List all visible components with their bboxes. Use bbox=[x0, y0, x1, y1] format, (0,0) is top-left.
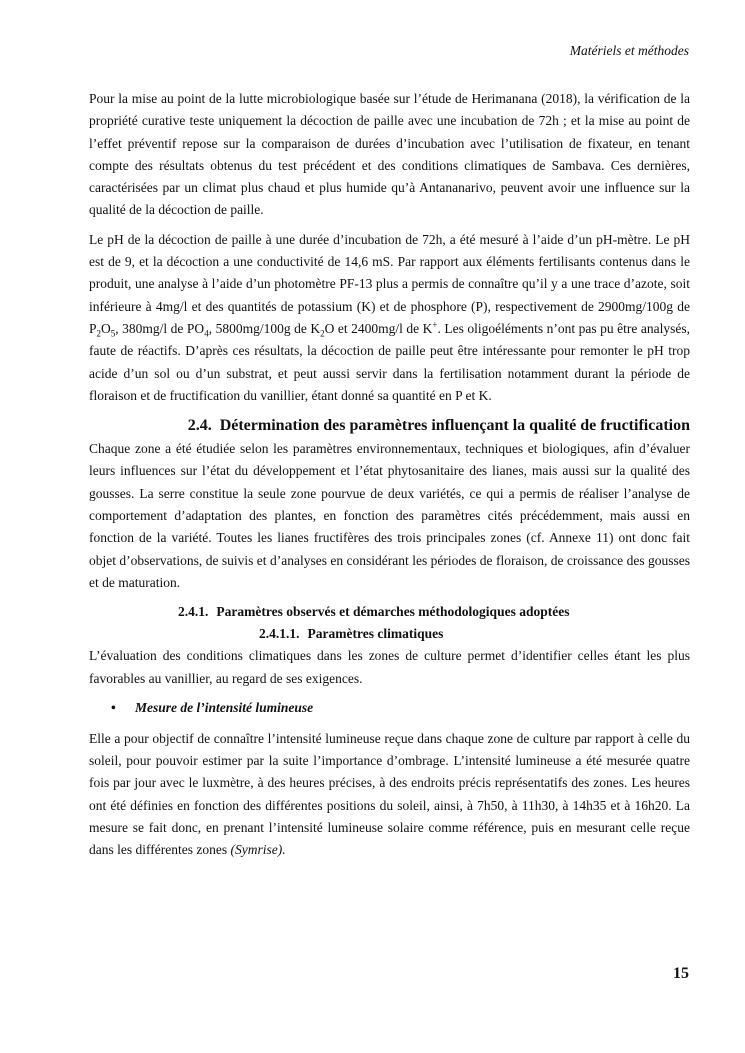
text-run: O et 2400mg/l de K bbox=[324, 320, 433, 336]
text-run: Elle a pour objectif de connaître l’intensité lumineuse reçue dans chaque zone de culture par rapport à celle du soleil, pour pouvoir estimer par la suite l’importance d’ombrage. L’intensité lumineuse a été mesurée quatre fois par jour avec le luxmètre, à des heures précises, à des endroits précis représentatifs des zones. Les heures ont été définies en fonction des différentes positions du soleil, ainsi, à 7h50, à 11h30, à 14h35 et à 16h20. La mesure se fait donc, en prenant l’intensité lumineuse solaire comme référence, puis en mesurant celle reçue dans les différentes zones bbox=[89, 730, 690, 858]
paragraph-conditions-climatiques: L’évaluation des conditions climatiques dans les zones de culture permet d’identifier celles étant les plus favorables au vanillier, au regard de ses exigences. bbox=[89, 648, 690, 686]
page-content bbox=[89, 88, 690, 869]
text-run: , 5800mg/100g de K bbox=[208, 320, 321, 336]
section-title: Détermination des paramètres influençant la qualité de fructification bbox=[219, 417, 690, 435]
section-heading-2-4-1 bbox=[89, 601, 690, 623]
text-run: . Les oligoéléments n’ont pas pu être analysés, faute de réactifs. D’après ces résultats, la décoction de paille peut être intéressante pour remonter le pH trop acide d’un sol ou d’un substrat, et peut aussi servir dans la fertilisation notamment durant la période de floraison et de fructification du vanillier, étant donné sa quantité en P et K. bbox=[89, 320, 690, 403]
subscript: 5 bbox=[110, 328, 116, 339]
section-number: 2.4.1.1. bbox=[259, 626, 300, 642]
superscript: + bbox=[432, 319, 438, 330]
subscript: 2 bbox=[320, 328, 325, 339]
text-run: , 380mg/l de PO bbox=[115, 320, 205, 336]
text-run: O bbox=[101, 320, 111, 336]
page-number: 15 bbox=[673, 965, 689, 982]
subscript: 2 bbox=[96, 328, 102, 339]
paragraph-ph-decoction bbox=[89, 229, 690, 407]
paragraph-intensite-lumineuse bbox=[89, 728, 690, 862]
bullet-text: Mesure de l’intensité lumineuse bbox=[135, 699, 314, 715]
section-title: Paramètres observés et démarches méthodologiques adoptées bbox=[216, 604, 570, 620]
paragraph-lutte-microbiologique: Pour la mise au point de la lutte microbiologique basée sur l’étude de Herimanana (2018), la vérification de la propriété curative teste uniquement la décoction de paille avec une incubation de 72h ; et la mise au point de l’effet préventif repose sur la comparaison de durées d’incubation avec l’utilisation de fixateur, en tenant compte des résultats obtenus du test précédent et des conditions climatiques de Sambava. Ces dernières, caractérisées par un climat plus chaud et plus humide qu’à Antananarivo, peuvent avoir une influence sur la qualité de la décoction de paille. bbox=[89, 91, 690, 218]
running-header: Matériels et méthodes bbox=[569, 43, 689, 58]
section-number: 2.4.1. bbox=[178, 604, 209, 620]
section-title: Paramètres climatiques bbox=[307, 626, 444, 642]
section-heading-2-4-1-1 bbox=[89, 623, 690, 645]
section-number: 2.4. bbox=[187, 417, 212, 435]
paragraph-zones-etudiees: Chaque zone a été étudiée selon les paramètres environnementaux, techniques et biologiques, afin d’évaluer leurs influences sur l’état du développement et l’état phytosanitaire des lianes, mais aussi sur la qualité des gousses. La serre constitue la seule zone pourvue de deux variétés, ce qui a permis de réaliser l’analyse de comportement d’adaptation des plantes, en fonction des paramètres cités précédemment, mais aussi en fonction de la variété. Toutes les lianes fructifères des trois principales zones (cf. Annexe 11) ont donc fait objet d’observations, de suivis et d’analyses en considérant les périodes de floraison, de croissance des gousses et de maturation. bbox=[89, 441, 690, 590]
text-run: Le pH de la décoction de paille à une durée d’incubation de 72h, a été mesuré à l’aide d’un pH-mètre. Le pH est de 9, et la décoction a une conductivité de 14,6 mS. Par rapport aux éléments fertilisants contenus dans le produit, une analyse à l’aide d’un photomètre PF-13 plus a permis de connaître qu’il y a une trace d’azote, soit inférieure à 4mg/l et des quantités de potassium (K) et de phosphore (P), respectivement de 2900mg/100g de P bbox=[89, 231, 690, 336]
section-heading-2-4 bbox=[89, 414, 690, 438]
bullet-icon: • bbox=[111, 699, 116, 715]
subscript: 4 bbox=[204, 328, 209, 339]
bullet-item-intensite-lumineuse bbox=[89, 697, 690, 719]
citation-reference: (Symrise). bbox=[230, 842, 286, 858]
